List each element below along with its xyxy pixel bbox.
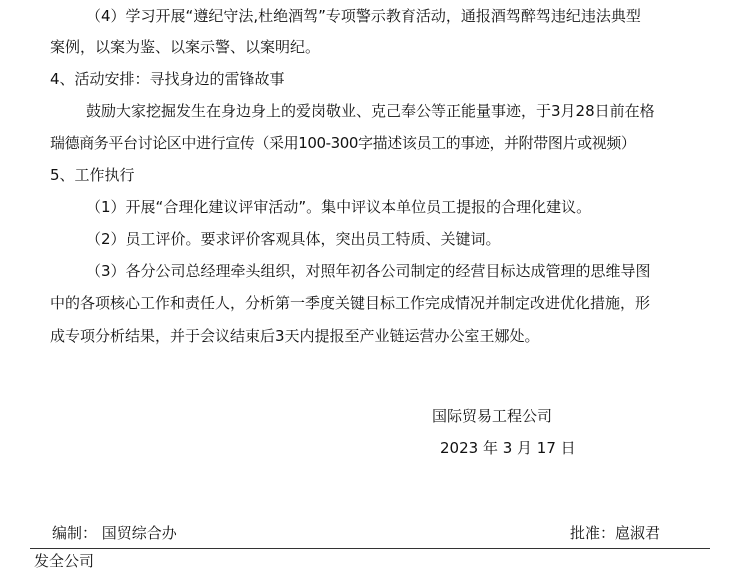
footer-compiled-by: 编制： 国贸综合办 (52, 524, 177, 542)
body-line-10: 中的各项核心工作和责任人，分析第一季度关键目标工作完成情况并制定改进优化措施，形 (50, 294, 651, 312)
body-line-4: 鼓励大家挖掘发生在身边身上的爱岗敬业、克己奉公等正能量事迹，于3月28日前在格 (86, 102, 655, 120)
body-line-9: （3）各分公司总经理牵头组织，对照年初各公司制定的经营目标达成管理的思维导图 (86, 262, 651, 280)
body-line-11: 成专项分析结果，并于会议结束后3天内提报至产业链运营办公室王娜处。 (50, 327, 540, 345)
footer-distribution: 发全公司 (34, 552, 95, 570)
body-line-1: （4）学习开展“遵纪守法,杜绝酒驾”专项警示教育活动，通报酒驾醉驾违纪违法典型 (86, 7, 641, 25)
signature-date: 2023 年 3 月 17 日 (440, 439, 576, 457)
body-line-7: （1）开展“合理化建议评审活动”。集中评议本单位员工提报的合理化建议。 (86, 198, 592, 216)
signature-company: 国际贸易工程公司 (432, 407, 553, 425)
footer-approved-by: 批准：扈淑君 (570, 524, 661, 542)
body-line-8: （2）员工评价。要求评价客观具体，突出员工特质、关键词。 (86, 230, 501, 248)
section-heading-5: 5、工作执行 (50, 166, 135, 184)
footer-divider (30, 548, 710, 549)
body-line-2: 案例，以案为鉴、以案示警、以案明纪。 (50, 38, 321, 56)
section-heading-4: 4、活动安排：寻找身边的雷锋故事 (50, 70, 285, 88)
body-line-5: 瑞德商务平台讨论区中进行宣传（采用100-300字描述该员工的事迹，并附带图片或视频） (50, 134, 636, 152)
